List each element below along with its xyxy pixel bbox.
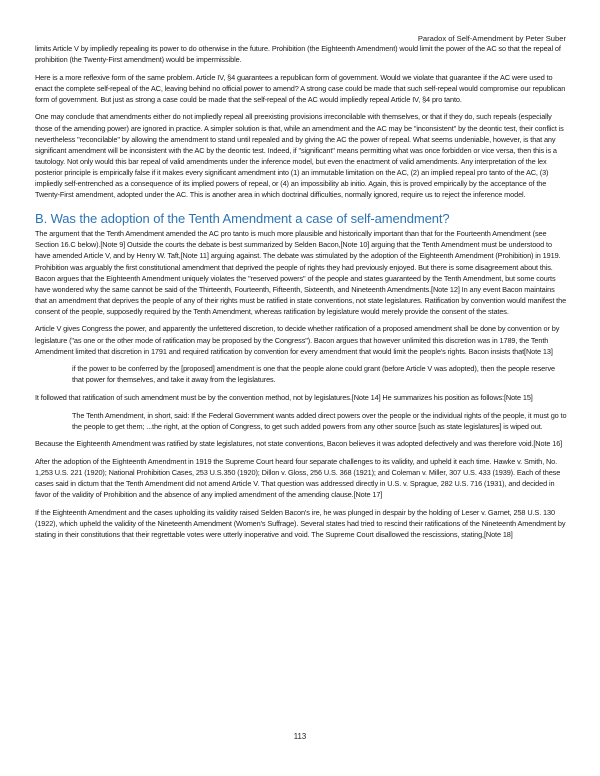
paragraph: limits Article V by impliedly repealing its power to do otherwise in the future. Prohibition (the Eighteenth Amendment) would limit the power of the AC so that the repeal of prohibition (the Twenty-First amendment) would be impermissible.: [35, 44, 561, 65]
page-number: 113: [293, 732, 307, 741]
page-content: [35, 43, 567, 546]
block-quote: if the power to be conferred by the [proposed] amendment is one that the people alone could grant (before Article V was adopted), then the people reserve that power for themselves, and take it away from the legislatures.: [72, 364, 555, 385]
section-heading: B. Was the adoption of the Tenth Amendment a case of self-amendment?: [35, 211, 450, 227]
running-header: Paradox of Self-Amendment by Peter Suber: [417, 34, 566, 43]
paragraph: If the Eighteenth Amendment and the cases upholding its validity raised Selden Bacon's ire, he was plunged in despair by the holding of Leser v. Garnet, 258 U.S. 130 (1922), which upheld the validity of the Nineteenth Amendment (Women's Suffrage). Several states had tried to rescind their ratifications of the Nineteenth Amendment by stating in their constitutions that their regrettable votes were utterly inoperative and void. The Supreme Court disallowed the rescissions, stating,[Note 18]: [35, 507, 566, 539]
paragraph: Article V gives Congress the power, and apparently the unfettered discretion, to decide whether ratification of a proposed amendment shall be done by convention or by legislature ("as one or the other mode of ratification may be proposed by the Congress"). Bacon argues that however unlimited this discretion was in 1789, the Tenth Amendment limited that discretion in 1791 and required ratification by convention for every amendment that would limit the people's rights. Bacon insists that[Note 13]: [35, 324, 560, 356]
paragraph: After the adoption of the Eighteenth Amendment in 1919 the Supreme Court heard four separate challenges to its validity, and upheld it each time. Hawke v. Smith, No. 1,253 U.S. 221 (1920); National Prohibition Cases, 253 U.S.350 (1920); Dillon v. Gloss, 256 U.S. 368 (1921); and Coleman v. Miller, 307 U.S. 433 (1939). Each of these cases said in dictum that the Tenth Amendment did not amend Article V. That question was addressed directly in U.S. v. Sprague, 282 U.S. 716 (1931), and decided in favor of the validity of Prohibition and the absence of any implied amendment of the amending clause.[Note 17]: [35, 456, 561, 500]
paragraph: Because the Eighteenth Amendment was ratified by state legislatures, not state conventions, Bacon believes it was adopted defectively and was therefore void.[Note 16]: [35, 439, 563, 449]
block-quote: The Tenth Amendment, in short, said: If the Federal Government wants added direct powers over the people or the individual rights of the people, it must go to the people to get them; ...the right, at the option of Congress, to get such added powers from any other source [such as state legislatures] is wiped out.: [72, 410, 567, 431]
paragraph: Here is a more reflexive form of the same problem. Article IV, §4 guarantees a republican form of government. Would we violate that guarantee if the AC were used to enact the complete self-repeal of the AC, leaving behind no official power to amend? A strong case could be made that such self-repeal would compromise our republican form of government. But just as strong a case could be made that the self-repeal of the AC would impliedly repeal Article IV, §4 pro tanto.: [35, 72, 566, 104]
paragraph: It followed that ratification of such amendment must be by the convention method, not by legislatures.[Note 14] He summarizes his position as follows:[Note 15]: [35, 392, 533, 402]
paragraph: The argument that the Tenth Amendment amended the AC pro tanto is much more plausible and historically important than that for the Fourteenth Amendment (see Section 16.C below).[Note 9] Outside the courts the debate is best summarized by Selden Bacon,[Note 10] arguing that the Tenth Amendment must be understood to have amended Article V, and by Henry W. Taft,[Note 11] arguing against. The debate was stimulated by the adoption of the Eighteenth Amendment (Prohibition) in 1919. Prohibition was arguably the first constitutional amendment that deprived the people of rights they had previously enjoyed. But there is some disagreement about this. Bacon argues that the Eighteenth Amendment uniquely violates the "reserved powers" of the people and states guaranteed by the Tenth Amendment, but some courts have wondered why the same cannot be said of the Thirteenth, Fourteenth, Fifteenth, Sixteenth, and Nineteenth Amendments.[Note 12] In any event Bacon maintains that an amendment that deprives the people of any of their rights must be ratified in state conventions, not state legislatures. Ratification by convention would manifest the consent of the people, supposedly required by the Tenth Amendment, whereas ratification by legislature would merely provide the consent of the states.: [35, 229, 567, 316]
paragraph: One may conclude that amendments either do not impliedly repeal all preexisting provisions irreconcilable with themselves, or that if they do, such repeals (especially those of the amending power) are ignored in practice. A simpler solution is that, while an amendment and the AC may be "inconsistent" by the deontic test, their conflict is nevertheless "reconcilable" by allowing the amendment to stand until repealed and by giving the AC the power of repeal. What seems undeniable, however, is that any significant amendment will be inconsistent with the AC by the deontic test. Indeed, if "significant" means permitting what was once forbidden or vice versa, then this is a tautology. Not only would this bar repeal of valid amendments under the inference model, but even the enactment of valid amendments. Any interpretation of the lex posterior principle is empirically false if it makes every significant amendment into (1) an immutable limitation on the AC, (2) an implied repeal pro tanto of the AC, (3) impliedly self-entrenched as a consequence of its implied powers of repeal, or (4) an impossibility ab initio. Again, this is proved empirically by the acceptance of the Twenty-First amendment, adopted under the AC. This is another area in which doctrinal difficulties, normally ignored, require us to reject the inference model.: [35, 112, 564, 200]
